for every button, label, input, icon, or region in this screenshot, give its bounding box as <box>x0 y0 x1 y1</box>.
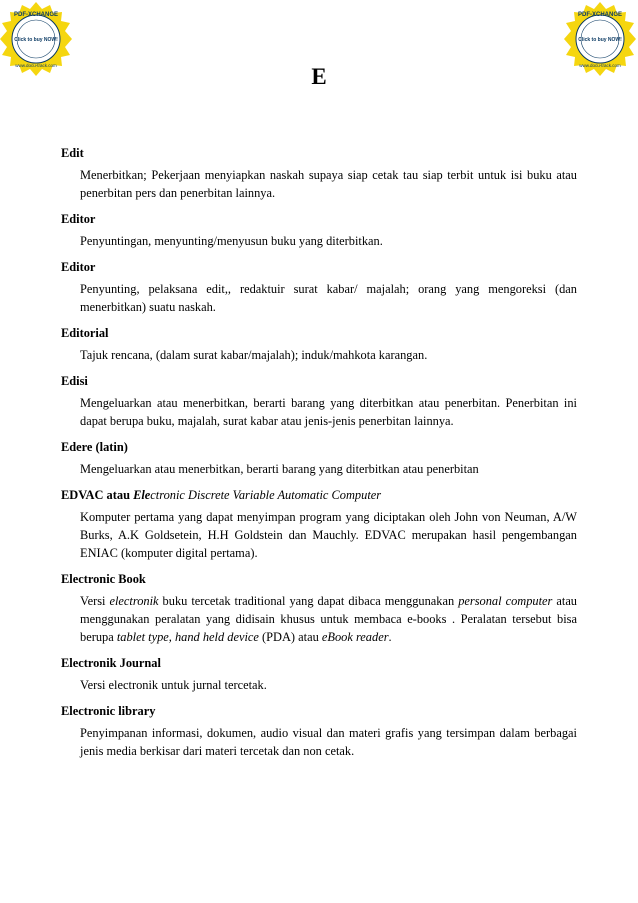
entry-definition <box>61 592 577 646</box>
badge-middle-text: Click to buy NOW! <box>14 37 58 43</box>
glossary-entry <box>61 259 577 316</box>
badge-middle-text: Click to buy NOW! <box>578 37 622 43</box>
glossary-entries <box>61 145 577 769</box>
glossary-entry <box>61 487 577 562</box>
glossary-entry <box>61 703 577 760</box>
entry-definition: Penyimpanan informasi, dokumen, audio visual dan materi grafis yang tersimpan dalam berbagai jenis media berkisar dari materi tercetak dan non cetak. <box>80 726 577 758</box>
section-letter-heading: E <box>311 64 327 89</box>
entry-term: Electronic library <box>61 704 156 718</box>
entry-definition: Versi electronik untuk jurnal tercetak. <box>80 678 267 692</box>
entry-term: Edere (latin) <box>61 440 128 454</box>
glossary-entry <box>61 439 577 478</box>
entry-term: Edit <box>61 146 84 160</box>
entry-definition: Menerbitkan; Pekerjaan menyiapkan naskah supaya siap cetak tau siap terbit untuk isi buku atau penerbitan pers dan penerbitan lainnya. <box>80 168 577 200</box>
entry-term <box>61 487 577 503</box>
entry-definition: Mengeluarkan atau menerbitkan, berarti barang yang diterbitkan atau penerbitan. Penerbitan ini dapat berupa buku, majalah, surat kabar atau jenis-jenis penerbitan lainnya. <box>80 396 577 428</box>
definition-italic-part: personal computer <box>458 594 553 608</box>
definition-part: buku tercetak traditional yang dapat dibaca menggunakan <box>158 594 459 608</box>
definition-italic-part: eBook reader <box>321 630 389 644</box>
entry-definition: Mengeluarkan atau menerbitkan, berarti barang yang diterbitkan atau penerbitan <box>80 462 479 476</box>
entry-definition: Tajuk rencana, (dalam surat kabar/majalah); induk/mahkota karangan. <box>80 348 428 362</box>
badge-bottom-text: www.docu-track.com <box>579 63 621 68</box>
definition-italic-part: tablet type, hand held device <box>116 630 259 644</box>
entry-definition: Penyuntingan, menyunting/menyusun buku yang diterbitkan. <box>80 234 383 248</box>
glossary-entry <box>61 655 577 694</box>
glossary-entry <box>61 145 577 202</box>
entry-term: Editorial <box>61 326 109 340</box>
badge-top-text: PDF-XCHANGE <box>13 12 59 18</box>
entry-definition: Penyunting, pelaksana edit,, redaktuir surat kabar/ majalah; orang yang mengoreksi (dan menerbitkan) suatu naskah. <box>80 282 577 314</box>
term-bold-italic-part: Ele <box>133 488 151 502</box>
definition-italic-part: electronik <box>109 594 159 608</box>
term-bold-part: EDVAC atau <box>61 488 134 502</box>
entry-term: Edisi <box>61 374 88 388</box>
entry-term: Electronik Journal <box>61 656 161 670</box>
glossary-entry <box>61 325 577 364</box>
glossary-entry <box>61 211 577 250</box>
term-italic-part: ctronic Discrete Variable Automatic Computer <box>150 488 382 502</box>
entry-term: Editor <box>61 212 96 226</box>
definition-part: Versi <box>80 594 110 608</box>
glossary-entry <box>61 571 577 646</box>
definition-part: (PDA) atau <box>258 630 322 644</box>
entry-term: Editor <box>61 260 96 274</box>
entry-term: Electronic Book <box>61 572 146 586</box>
definition-part: . <box>388 630 392 644</box>
badge-top-text: PDF-XCHANGE <box>577 12 623 18</box>
entry-definition: Komputer pertama yang dapat menyimpan program yang diciptakan oleh John von Neuman, A/W Burks, A.K Goldsetein, H.H Goldstein dan Mauchly. EDVAC merupakan hasil pengembangan ENIAC (komputer digital pertama). <box>80 510 577 560</box>
glossary-entry <box>61 373 577 430</box>
badge-bottom-text: www.docu-track.com <box>15 63 57 68</box>
definition-part: atau menggunakan peralatan yang didisain khusus untuk membaca e-books . Peralatan tersebut bisa berupa <box>80 594 578 644</box>
